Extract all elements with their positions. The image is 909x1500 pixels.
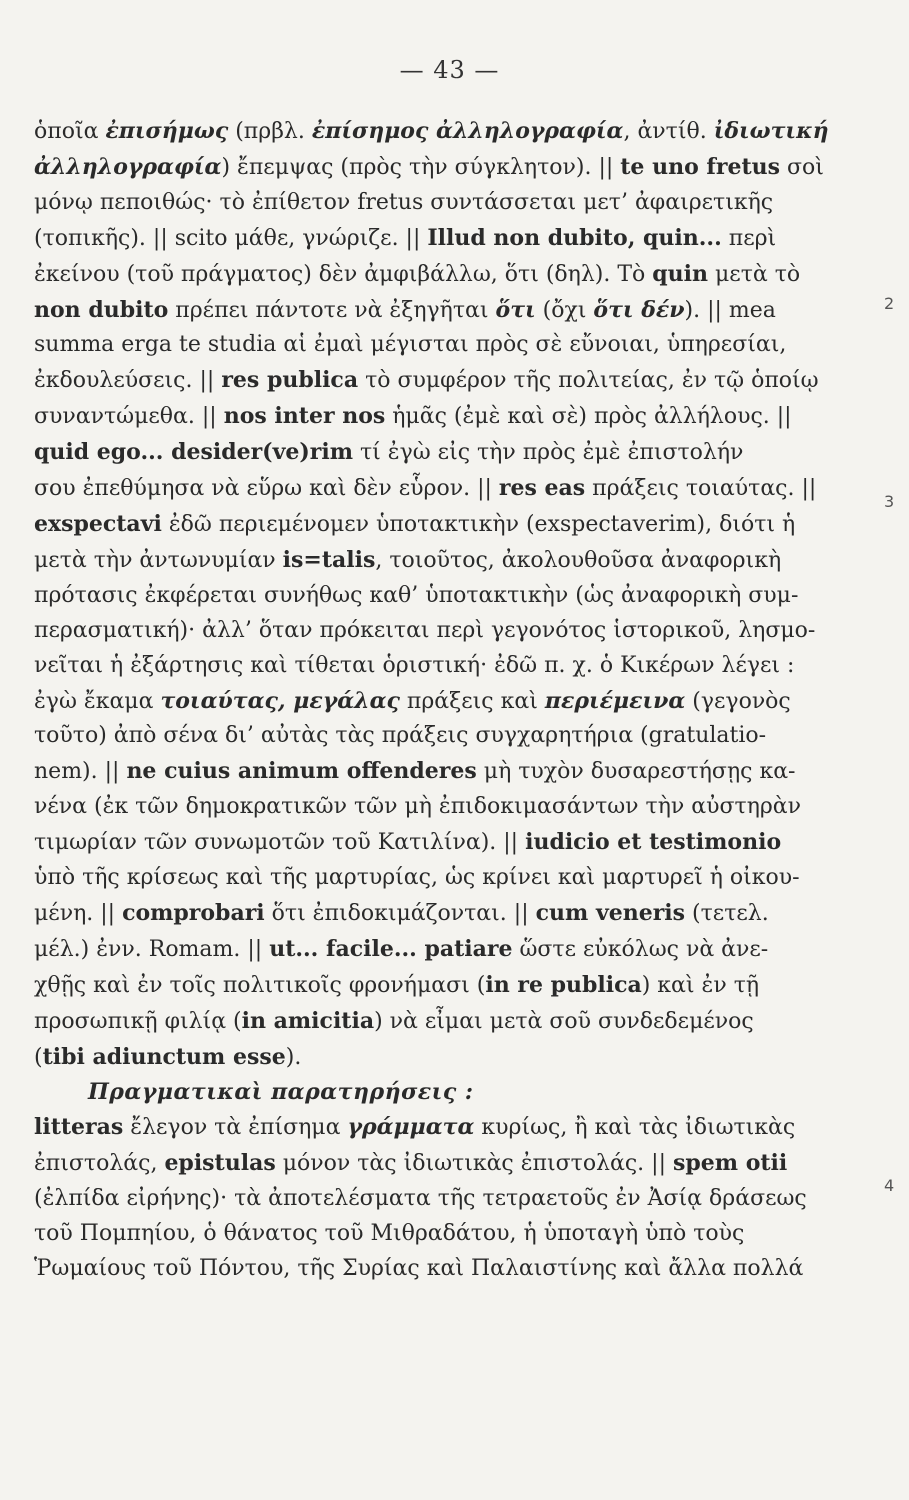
text-line (34, 1252, 865, 1287)
text-run: περὶ (721, 225, 777, 251)
text-line (34, 861, 865, 896)
text-line (34, 649, 865, 684)
latin-lemma: epistulas (164, 1150, 276, 1177)
text-run: νεῖται ἡ ἐξάρτησις καὶ τίθεται ὁριστική· ἐδῶ π. χ. ὁ Κικέρων λέγει : (34, 652, 795, 678)
text-run: ( (34, 1044, 43, 1070)
text-line (34, 114, 865, 150)
text-run: μένη. || (34, 900, 123, 926)
emphasized-term: γράμματα (347, 1114, 475, 1141)
text-run: ) καὶ ἐν τῇ (641, 972, 760, 998)
text-line (34, 257, 865, 293)
text-run: σοὶ (780, 154, 824, 180)
text-run: nem). || (34, 759, 127, 785)
text-run: μετὰ τὸ (708, 261, 801, 287)
latin-lemma: iudicio et testimonio (525, 829, 782, 856)
margin-number: 2 (884, 294, 895, 313)
latin-lemma: ut... facile... patiare (269, 935, 513, 962)
text-run: ). || mea (684, 297, 776, 323)
latin-lemma: res publica (221, 367, 359, 394)
text-line (34, 221, 865, 257)
text-run: ἐπιστολάς, (34, 1151, 165, 1177)
emphasized-term: ἀλληλογραφία (34, 153, 222, 180)
latin-lemma: Illud non dubito, quin... (427, 224, 722, 251)
text-line (34, 790, 865, 825)
text-line (34, 968, 865, 1004)
text-line (34, 1004, 865, 1040)
text-run: μέλ.) ἐνν. Romam. || (34, 936, 270, 962)
text-line (34, 363, 865, 399)
text-run: μόνον τὰς ἰδιωτικὰς ἐπιστολάς. || (275, 1151, 673, 1177)
text-line (34, 719, 865, 754)
text-run: σου ἐπεθύμησα νὰ εὕρω καὶ δὲν εὗρον. || (34, 476, 499, 502)
text-run: ὑπὸ τῆς κρίσεως καὶ τῆς μαρτυρίας, ὡς κρίνει καὶ μαρτυρεῖ ἡ οἰκου- (34, 865, 800, 891)
emphasized-term: τοιαύτας, μεγάλας (160, 687, 400, 714)
text-run: μὴ τυχὸν δυσαρεστήσῃς κα- (476, 759, 796, 785)
text-line (34, 328, 865, 363)
text-run: πρέπει πάντοτε νὰ ἐξηγῆται (168, 297, 496, 323)
text-line (34, 186, 865, 221)
text-line (34, 507, 865, 543)
remarks-paragraph (34, 1110, 865, 1287)
emphasized-term: ὅτι δέν (593, 296, 685, 323)
text-run: (πρβλ. (228, 119, 312, 144)
text-line (34, 684, 865, 720)
text-run: ὅτι ἐπιδοκιμάζονται. || (264, 900, 536, 926)
text-run: ) νὰ εἶμαι μετὰ σοῦ συνδεδεμένος (374, 1008, 754, 1034)
latin-lemma: non dubito (34, 296, 169, 323)
text-line (34, 932, 865, 968)
text-line (34, 293, 865, 329)
text-run: Ῥωμαίους τοῦ Πόντου, τῆς Συρίας καὶ Παλαιστίνης καὶ ἄλλα πολλά (34, 1256, 804, 1281)
text-run: ἡμᾶς (ἐμὲ καὶ σὲ) πρὸς ἀλλήλους. || (385, 404, 792, 430)
text-line (34, 1146, 865, 1182)
latin-lemma: ne cuius animum offenderes (126, 758, 477, 785)
text-run: (τετελ. (685, 900, 769, 926)
text-run: μόνῳ πεποιθώς· τὸ ἐπίθετον fretus συντάσσεται μετ’ ἀφαιρετικῆς (34, 189, 774, 215)
margin-number: 4 (884, 1176, 895, 1195)
text-run: νένα (ἐκ τῶν δημοκρατικῶν τῶν μὴ ἐπιδοκιμασάντων τὴν αὐστηρὰν (34, 794, 802, 820)
text-run: προσωπικῇ φιλίᾳ ( (34, 1008, 242, 1034)
text-run: ἐκδουλεύσεις. || (34, 368, 222, 394)
text-line (34, 896, 865, 932)
latin-lemma: spem otii (673, 1150, 788, 1177)
text-line (34, 754, 865, 790)
latin-lemma: in amicitia (241, 1007, 375, 1034)
latin-lemma: is=talis (282, 546, 376, 573)
section-heading: Πραγματικαὶ παρατηρήσεις : (88, 1079, 474, 1106)
text-run: πράξεις τοιαύτας. || (585, 476, 817, 502)
emphasized-term: ἰδιωτική (713, 118, 829, 144)
latin-lemma: res eas (498, 475, 586, 502)
latin-lemma: quid ego... desider(ve)rim (34, 439, 353, 466)
text-run: μετὰ τὴν ἀντωνυμίαν (34, 547, 283, 573)
text-run: ἐγὼ ἔκαμα (34, 688, 161, 714)
text-run: ἔλεγον τὰ ἐπίσημα (123, 1115, 348, 1141)
text-line (34, 150, 865, 186)
text-run: (ἐλπίδα εἰρήνης)· τὰ ἀποτελέσματα τῆς τετραετοῦς ἐν Ἀσίᾳ δράσεως (34, 1186, 807, 1212)
commentary-text (34, 114, 865, 1287)
text-run: (γεγονὸς (685, 688, 791, 714)
emphasized-term: περιέμεινα (544, 687, 686, 714)
text-line (34, 579, 865, 614)
text-run: συναντώμεθα. || (34, 404, 224, 430)
latin-lemma: litteras (34, 1114, 124, 1141)
text-run: τοῦτο) ἀπὸ σένα δι’ αὐτὰς τὰς πράξεις συγχαρητήρια (gratulatio- (34, 723, 767, 749)
text-run: ὁποῖα (34, 119, 106, 144)
latin-lemma: comprobari (122, 899, 265, 926)
text-run: τοῦ Πομπηίου, ὁ θάνατος τοῦ Μιθραδάτου, ἡ ὑποταγὴ ὑπὸ τοὺς (34, 1221, 745, 1247)
text-run: ἐκείνου (τοῦ πράγματος) δὲν ἀμφιβάλλω, ὅτι (δηλ). Τὸ (34, 261, 653, 287)
text-run: summa erga te studia αἱ ἐμαὶ μέγισται πρὸς σὲ εὔνοιαι, ὑπηρεσίαι, (34, 332, 787, 358)
latin-lemma: te uno fretus (620, 153, 781, 180)
latin-lemma: tibi adiunctum esse (42, 1043, 286, 1070)
text-line (34, 1040, 865, 1076)
text-run: , ἀντίθ. (623, 119, 714, 144)
text-line (34, 435, 865, 471)
text-run: (ὄχι (535, 297, 594, 323)
text-line (34, 1110, 865, 1146)
text-run: τιμωρίαν τῶν συνωμοτῶν τοῦ Κατιλίνα). || (34, 830, 526, 856)
text-run: πράξεις καὶ (399, 688, 545, 714)
text-run: (τοπικῆς). || scito μάθε, γνώριζε. || (34, 225, 428, 251)
text-line (34, 1182, 865, 1217)
text-run: ὥστε εὐκόλως νὰ ἀνε- (512, 936, 769, 962)
text-line (34, 825, 865, 861)
text-run: κυρίως, ἢ καὶ τὰς ἰδιωτικὰς (474, 1115, 796, 1141)
text-line (34, 543, 865, 579)
latin-lemma: in re publica (485, 971, 642, 998)
margin-number: 3 (884, 492, 895, 511)
latin-lemma: exspectavi (34, 510, 162, 537)
text-run: , τοιοῦτος, ἀκολουθοῦσα ἀναφορικὴ (375, 547, 782, 573)
text-line (34, 614, 865, 649)
text-run: ). (285, 1044, 302, 1070)
emphasized-term: ἐπίσημος ἀλληλογραφία (311, 118, 624, 144)
latin-lemma: nos inter nos (223, 403, 386, 430)
text-run: ) ἔπεμψας (πρὸς τὴν σύγκλητον). || (221, 154, 621, 180)
commentary-paragraph (34, 114, 865, 1075)
text-line (34, 471, 865, 507)
page-number: — 43 — (399, 56, 500, 84)
text-run: ἐδῶ περιεμένομεν ὑποτακτικὴν (exspectaverim), διότι ἡ (161, 511, 796, 537)
text-run: τὸ συμφέρον τῆς πολιτείας, ἐν τῷ ὁποίῳ (358, 368, 819, 394)
text-line (34, 399, 865, 435)
text-run: τί ἐγὼ εἰς τὴν πρὸς ἐμὲ ἐπιστολήν (353, 440, 744, 466)
text-run: πρότασις ἐκφέρεται συνήθως καθ’ ὑποτακτικὴν (ὡς ἀναφορικὴ συμ- (34, 582, 799, 608)
latin-lemma: cum veneris (535, 899, 686, 926)
text-line (34, 1217, 865, 1252)
text-run: περασματική)· ἀλλ’ ὅταν πρόκειται περὶ γεγονότος ἱστορικοῦ, λησμο- (34, 617, 816, 643)
text-run: χθῇς καὶ ἐν τοῖς πολιτικοῖς φρονήμασι ( (34, 972, 486, 998)
emphasized-term: ὅτι (495, 296, 536, 323)
latin-lemma: quin (652, 260, 708, 287)
emphasized-term: ἐπισήμως (105, 118, 229, 144)
